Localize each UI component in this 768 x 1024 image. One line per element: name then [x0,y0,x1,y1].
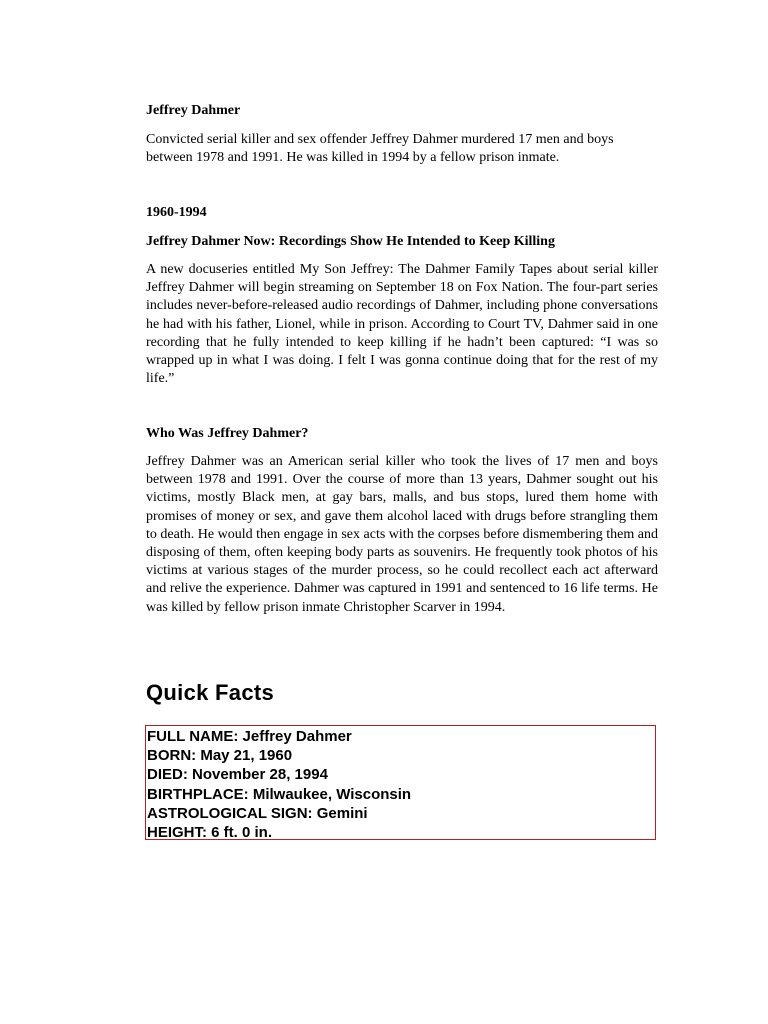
article-title: Jeffrey Dahmer [146,103,241,118]
fact-born: BORN: May 21, 1960 [147,747,293,765]
intro-paragraph: Convicted serial killer and sex offender Jeffrey Dahmer murdered 17 men and boys between 1978 and 1991. He was killed in 1994 by a fellow prison inmate. [146,132,614,166]
fact-died: DIED: November 28, 1994 [147,766,328,784]
fact-height: HEIGHT: 6 ft. 0 in. [147,824,273,842]
quick-facts-box [145,725,656,840]
fact-birthplace: BIRTHPLACE: Milwaukee, Wisconsin [147,785,412,803]
recordings-paragraph: A new docuseries entitled My Son Jeffrey: The Dahmer Family Tapes about serial killer Jeffrey Dahmer will begin streaming on September 18 on Fox Nation. The four-part series includes never-before-released audio recordings of Dahmer, including phone conversations he had with his father, Lionel, while in prison. According to Court TV, Dahmer said in one recording that he fully intended to keep killing if he hadn’t been captured: “I was so wrapped up in what I was doing. I felt I was gonna continue doing that for the rest of my life.” [146,262,658,387]
who-was-heading: Who Was Jeffrey Dahmer? [146,426,309,441]
recordings-heading: Jeffrey Dahmer Now: Recordings Show He Intended to Keep Killing [146,234,555,249]
quick-facts-title: Quick Facts [146,680,275,705]
who-was-paragraph: Jeffrey Dahmer was an American serial killer who took the lives of 17 men and boys between 1978 and 1991. Over the course of more than 13 years, Dahmer sought out his victims, mostly Black men, at gay bars, malls, and bus stops, lured them home with promises of money or sex, and gave them alcohol laced with drugs before strangling them to death. He would then engage in sex acts with the corpses before dismembering them and disposing of them, often keeping body parts as souvenirs. He frequently took photos of his victims at various stages of the murder process, so he could recollect each act afterward and relive the experience. Dahmer was captured in 1991 and sentenced to 16 life terms. He was killed by fellow prison inmate Christopher Scarver in 1994. [146,454,658,615]
fact-astrological-sign: ASTROLOGICAL SIGN: Gemini [147,804,368,822]
fact-full-name: FULL NAME: Jeffrey Dahmer [147,728,352,745]
life-years: 1960-1994 [146,205,207,220]
